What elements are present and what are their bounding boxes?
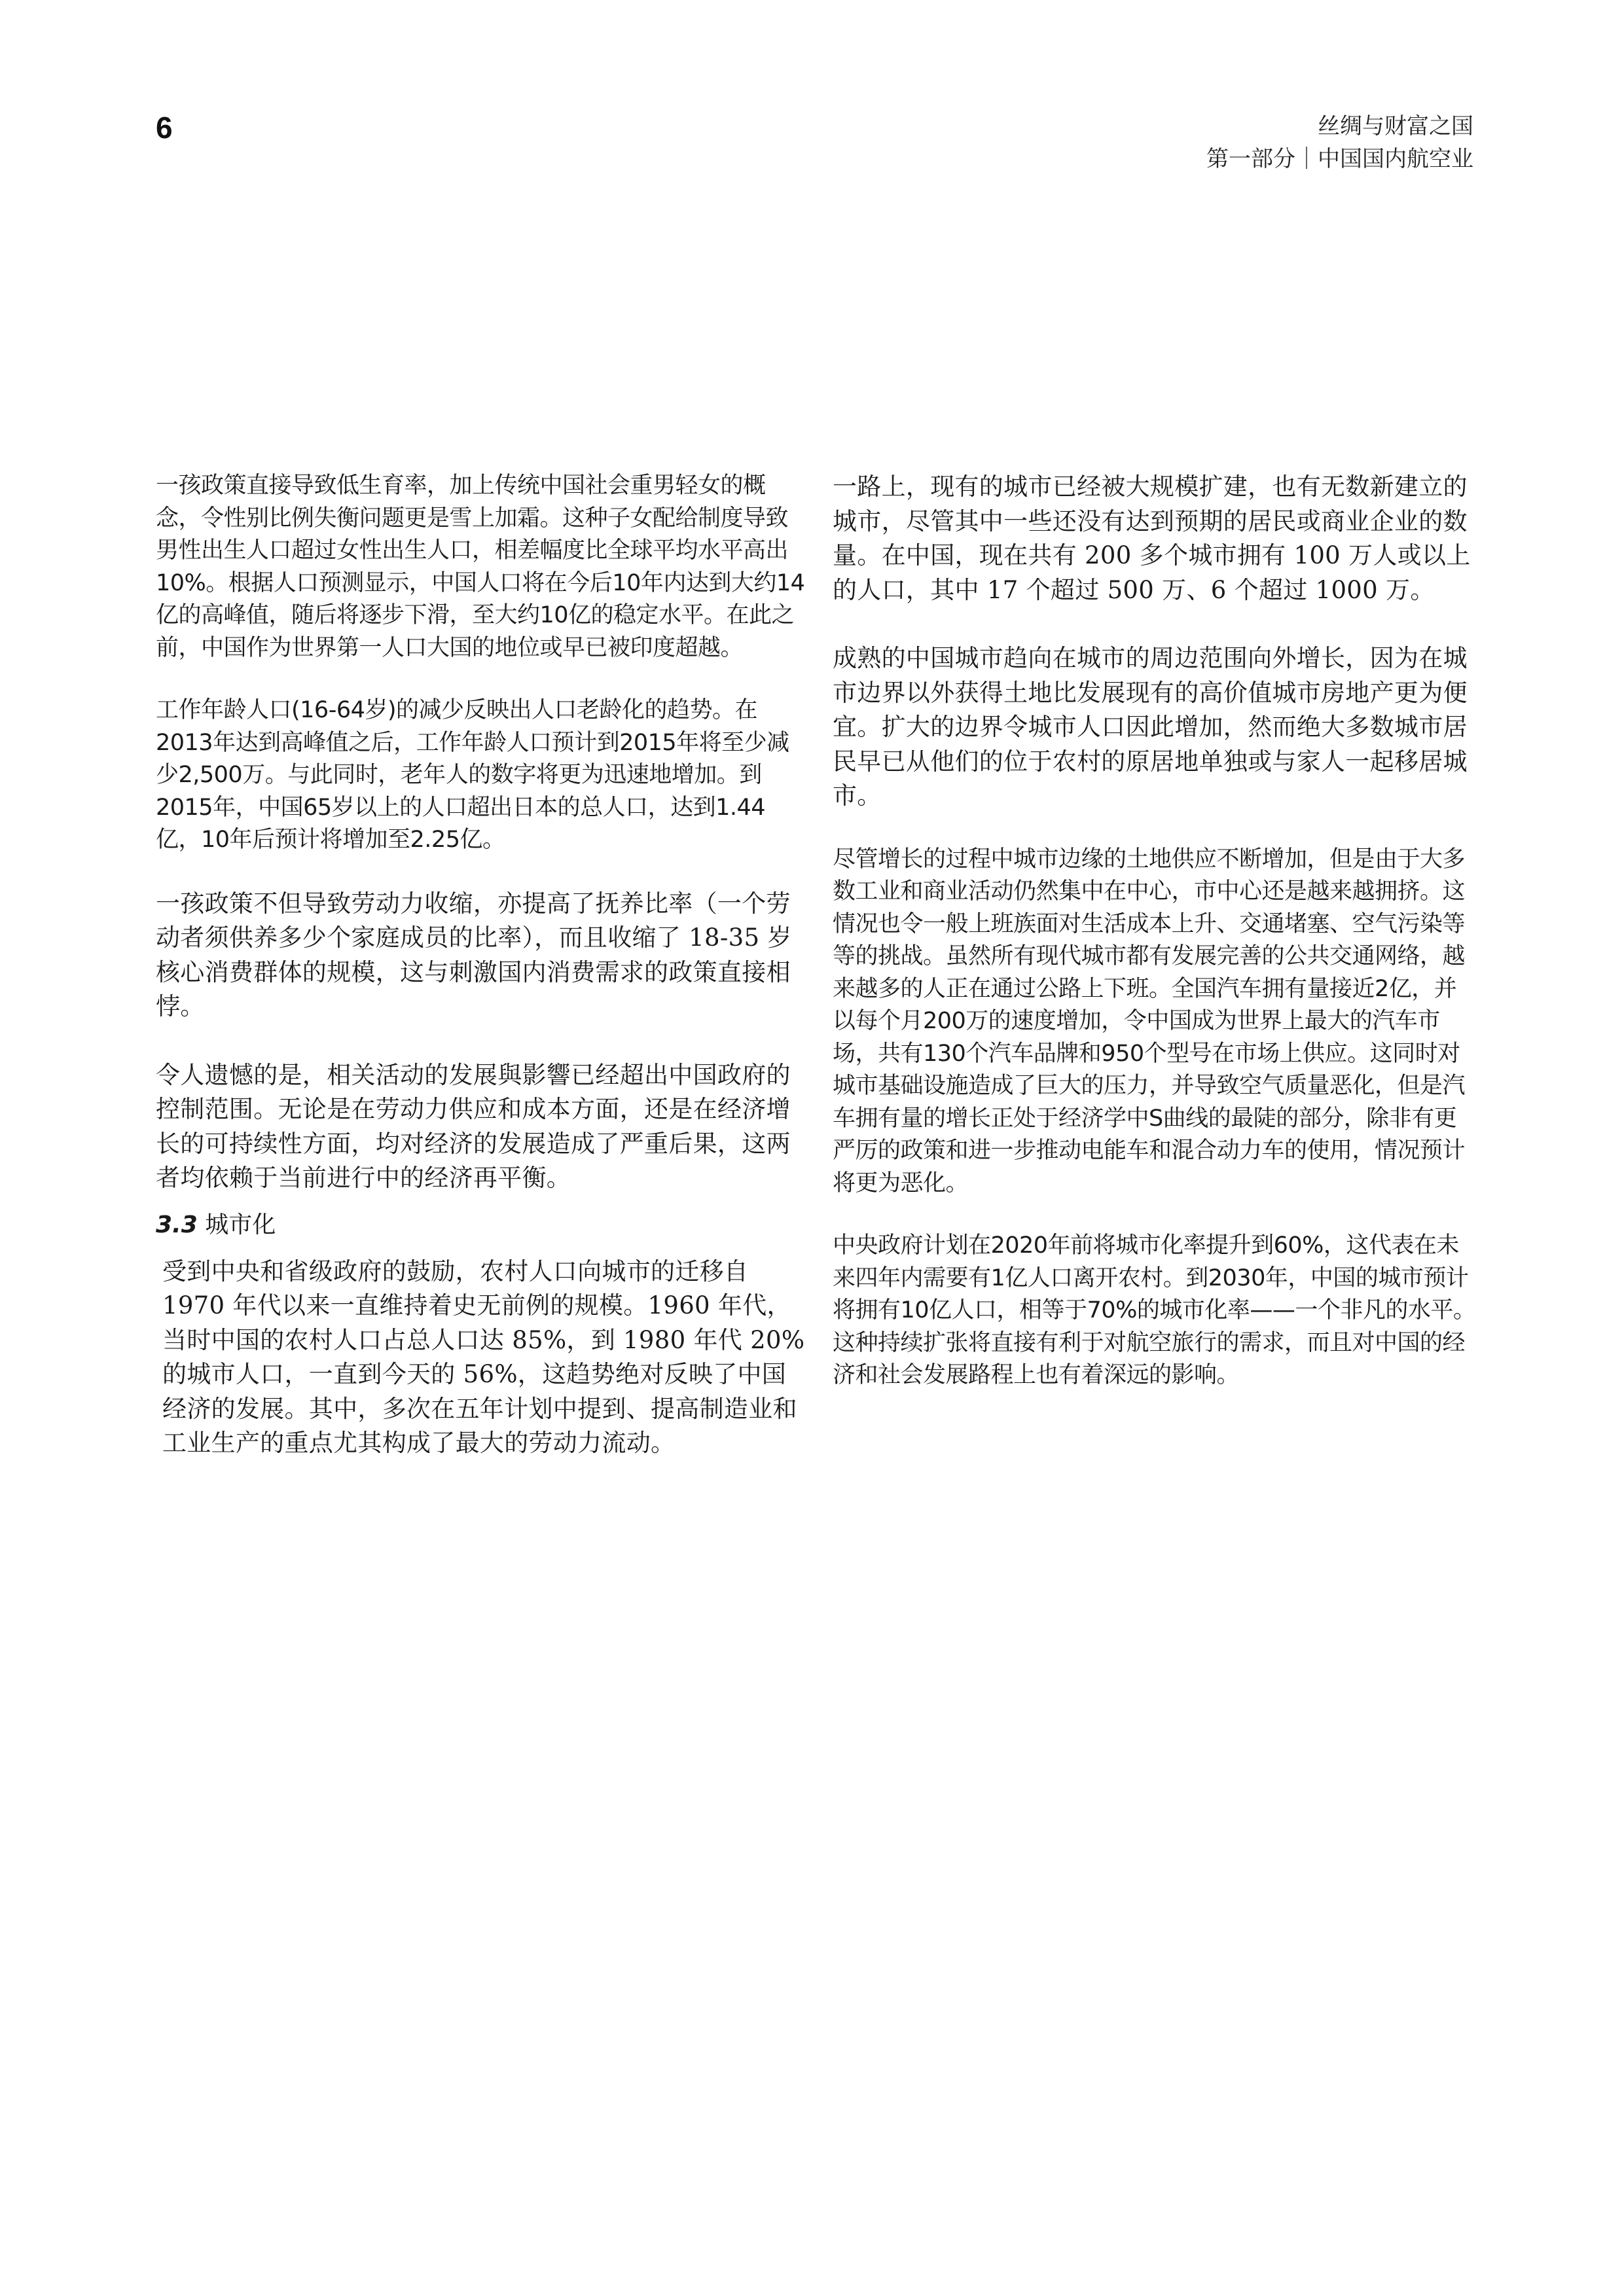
paragraph: 尽管增长的过程中城市边缘的土地供应不断增加，但是由于大多数工业和商业活动仍然集中在中心，市中心还是越来越拥挤。这情况也令一般上班族面对生活成本上升、交通堵塞、空气污染等等的挑战。虽然所有现代城市都有发展完善的公共交通网络，越来越多的人正在通过公路上下班。全国汽车拥有量接近2亿，并以每个月200万的速度增加，令中国成为世界上最大的汽车市场，共有130个汽车品牌和950个型号在市场上供应。这同时对城市基础设施造成了巨大的压力，并导致空气质量恶化，但是汽车拥有量的增长正处于经济学中S曲线的最陡的部分，除非有更严厉的政策和进一步推动电能车和混合动力车的使用，情况预计将更为恶化。: [833, 846, 1466, 1196]
left-column: [156, 470, 810, 1461]
section-number: 3.3: [156, 1211, 198, 1238]
section-heading: [156, 1209, 810, 1242]
right-column: [833, 470, 1477, 1392]
paragraph: 令人遗憾的是，相关活动的发展與影響已经超出中国政府的控制范围。无论是在劳动力供应和成本方面，还是在经济增长的可持续性方面，均对经济的发展造成了严重后果，这两者均依赖于当前进行中的经济再平衡。: [156, 1060, 791, 1192]
page-number: 6: [156, 111, 173, 145]
paragraph: 一孩政策直接导致低生育率，加上传统中国社会重男轻女的概念，令性别比例失衡问题更是雪上加霜。这种子女配给制度导致男性出生人口超过女性出生人口，相差幅度比全球平均水平高出10%。根据人口预测显示，中国人口将在今后10年内达到大约14亿的高峰值，随后将逐步下滑，至大约10亿的稳定水平。在此之前，中国作为世界第一人口大国的地位或早已被印度超越。: [156, 473, 805, 661]
paragraph: 一孩政策不但导致劳动力收缩，亦提高了抚养比率（一个劳动者须供养多少个家庭成员的比率），而且收缩了 18-35 岁核心消费群体的规模，这与刺激国内消费需求的政策直接相悖。: [156, 889, 792, 1020]
running-header: [1206, 110, 1473, 175]
paragraph: 受到中央和省级政府的鼓励，农村人口向城市的迁移自 1970 年代以来一直维持着史无前例的规模。1960 年代，当时中国的农村人口占总人口达 85%，到 1980 年代 20%的城市人口，一直到今天的 56%，这趋势绝对反映了中国经济的发展。其中，多次在五年计划中提到、提高制造业和工业生产的重点尤其构成了最大的劳动力流动。: [162, 1257, 805, 1457]
paragraph: 工作年龄人口(16-64岁)的减少反映出人口老龄化的趋势。在2013年达到高峰值之后，工作年龄人口预计到2015年将至少减少2,500万。与此同时，老年人的数字将更为迅速地增加。到2015年，中国65岁以上的人口超出日本的总人口，达到1.44亿，10年后预计将增加至2.25亿。: [156, 697, 789, 853]
section-title: 第一部分｜中国国内航空业: [1206, 146, 1473, 172]
section-heading-title: 城市化: [205, 1211, 276, 1238]
paragraph: 成熟的中国城市趋向在城市的周边范围向外增长，因为在城市边界以外获得土地比发展现有的高价值城市房地产更为便宜。扩大的边界令城市人口因此增加，然而绝大多数城市居民早已从他们的位于农村的原居地单独或与家人一起移居城市。: [833, 644, 1468, 810]
paragraph: 中央政府计划在2020年前将城市化率提升到60%，这代表在未来四年内需要有1亿人口离开农村。到2030年，中国的城市预计将拥有10亿人口，相等于70%的城市化率——一个非凡的水平。这种持续扩张将直接有利于对航空旅行的需求，而且对中国的经济和社会发展路程上也有着深远的影响。: [833, 1232, 1476, 1388]
paragraph: 一路上，现有的城市已经被大规模扩建，也有无数新建立的城市，尽管其中一些还没有达到预期的居民或商业企业的数量。在中国，现在共有 200 多个城市拥有 100 万人或以上的人口，其中 17 个超过 500 万、6 个超过 1000 万。: [833, 473, 1471, 604]
book-title: 丝绸与财富之国: [1318, 113, 1473, 139]
